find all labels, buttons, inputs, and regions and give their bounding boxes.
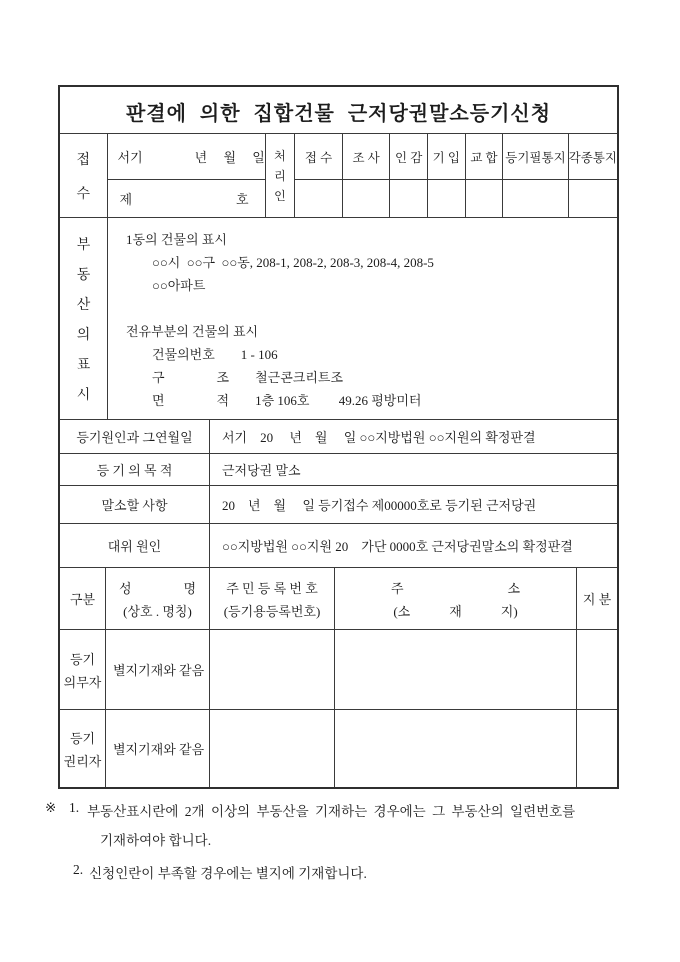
party-type-line2: 권리자	[63, 753, 102, 769]
registration-purpose-row	[60, 454, 617, 486]
footnote-1-text: 부동산표시란에 2개 이상의 부동산을 기재하는 경우에는 그 부동산의 일련번호를	[87, 804, 576, 819]
header-address-line2: (소 재 지)	[393, 603, 518, 619]
header-reg-number	[210, 568, 335, 629]
row-label: 대위 원인	[60, 524, 210, 567]
party-name-cell: 별지기재와 같음	[106, 630, 210, 709]
party-type-line2: 의무자	[63, 674, 102, 690]
party-type-cell	[60, 710, 106, 787]
property-line: 1동의 건물의 표시	[126, 232, 227, 247]
receipt-blank-cell	[428, 180, 465, 217]
party-type-cell	[60, 630, 106, 709]
row-value: 서기 20 년 월 일 ○○지방법원 ○○지원의 확정판결	[222, 430, 536, 445]
property-label-cell	[60, 218, 108, 419]
property-label-char: 시	[76, 387, 91, 403]
receipt-col-completion-notice	[503, 134, 568, 217]
receipt-col-header: 접 수	[295, 134, 342, 180]
receipt-col-entry	[428, 134, 466, 217]
receipt-blank-cell	[466, 180, 503, 217]
header-name	[106, 568, 210, 629]
obligor-row	[60, 630, 617, 710]
footnote-2-number: 2.	[73, 862, 84, 877]
receipt-date-line: 서기 년 월 일	[108, 134, 265, 180]
footnote-2	[73, 862, 645, 882]
registration-cause-row	[60, 420, 617, 454]
receipt-number-suffix: 호	[235, 192, 249, 207]
party-reg-number-cell	[210, 710, 335, 787]
receipt-blank-cell	[295, 180, 342, 217]
header-share	[577, 568, 617, 629]
footnote-1-number: 1.	[69, 800, 80, 815]
party-share-cell	[577, 630, 617, 709]
property-line	[126, 297, 617, 320]
receipt-col-seal	[390, 134, 428, 217]
processor-label-cell	[266, 134, 296, 217]
header-reg-line1: 주 민 등 록 번 호	[226, 580, 318, 596]
property-line: 전유부분의 건물의 표시	[126, 324, 259, 339]
receipt-blank-cell	[343, 180, 390, 217]
receipt-blank-cell	[569, 180, 617, 217]
reference-mark: ※	[45, 800, 57, 815]
row-value: 근저당권 말소	[222, 463, 301, 478]
footnote-2-text: 신청인란이 부족할 경우에는 별지에 기재합니다.	[89, 866, 367, 881]
receipt-date-number-cell	[108, 134, 266, 217]
matter-to-cancel-row	[60, 486, 617, 524]
property-line: ○○시 ○○구 ○○동, 208-1, 208-2, 208-3, 208-4, 208-5	[126, 255, 434, 270]
header-reg-line2: (등기용등록번호)	[223, 603, 321, 619]
header-type-label: 구분	[69, 592, 96, 607]
header-share-label: 지 분	[582, 592, 612, 607]
processor-label-char: 처	[274, 149, 286, 163]
header-name-line2: (상호 . 명칭)	[123, 603, 192, 619]
title-section	[60, 87, 617, 134]
party-name-cell: 별지기재와 같음	[106, 710, 210, 787]
header-address-line1: 주 소	[390, 580, 521, 596]
property-line: 건물의번호 1 - 106	[126, 347, 278, 362]
subrogation-cause-row	[60, 524, 617, 568]
footnote-1-line-2: 기재하여야 합니다.	[100, 833, 212, 848]
receipt-col-acceptance	[295, 134, 343, 217]
property-description-section	[60, 218, 617, 420]
party-reg-number-cell	[210, 630, 335, 709]
footnote-1-line-1	[45, 800, 645, 820]
registration-form-table	[58, 85, 619, 789]
receipt-number-prefix: 제	[119, 192, 133, 207]
party-type-line1: 등기	[69, 730, 96, 746]
receipt-col-collation	[466, 134, 504, 217]
receipt-col-header: 조 사	[343, 134, 390, 180]
property-label-char: 표	[76, 357, 91, 373]
party-share-cell	[577, 710, 617, 787]
processor-label-char: 인	[274, 189, 286, 203]
receipt-label-char: 접	[76, 152, 91, 168]
processor-label-char: 리	[274, 169, 286, 183]
property-label-char: 동	[76, 267, 91, 283]
property-line: 구 조 철근콘크리트조	[126, 370, 344, 385]
receipt-blank-cell	[390, 180, 427, 217]
receipt-col-header: 각종통지	[569, 134, 617, 180]
row-value: 20 년 월 일 등기접수 제00000호로 등기된 근저당권	[222, 498, 537, 513]
property-label-char: 부	[76, 237, 91, 253]
row-value: ○○지방법원 ○○지원 20 가단 0000호 근저당권말소의 확정판결	[222, 539, 573, 554]
property-label-char: 의	[76, 327, 91, 343]
header-address	[335, 568, 577, 629]
receipt-col-various-notices	[569, 134, 617, 217]
receipt-col-header: 인 감	[390, 134, 427, 180]
footnotes	[45, 800, 645, 882]
header-type	[60, 568, 106, 629]
obligee-row	[60, 710, 617, 787]
receipt-number-line	[108, 180, 265, 217]
receipt-section	[60, 134, 617, 218]
header-name-line1: 성 명	[118, 580, 197, 596]
party-address-cell	[335, 630, 577, 709]
party-table-header	[60, 568, 617, 630]
row-label: 말소할 사항	[60, 486, 210, 523]
receipt-blank-cell	[503, 180, 567, 217]
form-title: 판결에 의한 집합건물 근저당권말소등기신청	[125, 103, 552, 125]
party-type-line1: 등기	[69, 651, 96, 667]
party-address-cell	[335, 710, 577, 787]
receipt-col-header: 등기필통지	[503, 134, 567, 180]
receipt-col-header: 교 합	[466, 134, 503, 180]
row-label: 등 기 의 목 적	[60, 454, 210, 485]
receipt-label-char: 수	[76, 186, 91, 202]
receipt-col-examination	[343, 134, 391, 217]
row-label: 등기원인과 그연월일	[60, 420, 210, 453]
receipt-col-header: 기 입	[428, 134, 465, 180]
property-line: 면 적 1층 106호 49.26 평방미터	[126, 393, 422, 408]
property-label-char: 산	[76, 297, 91, 313]
property-line: ○○아파트	[126, 278, 206, 293]
property-description-content	[108, 218, 617, 419]
receipt-label-cell	[60, 134, 108, 217]
